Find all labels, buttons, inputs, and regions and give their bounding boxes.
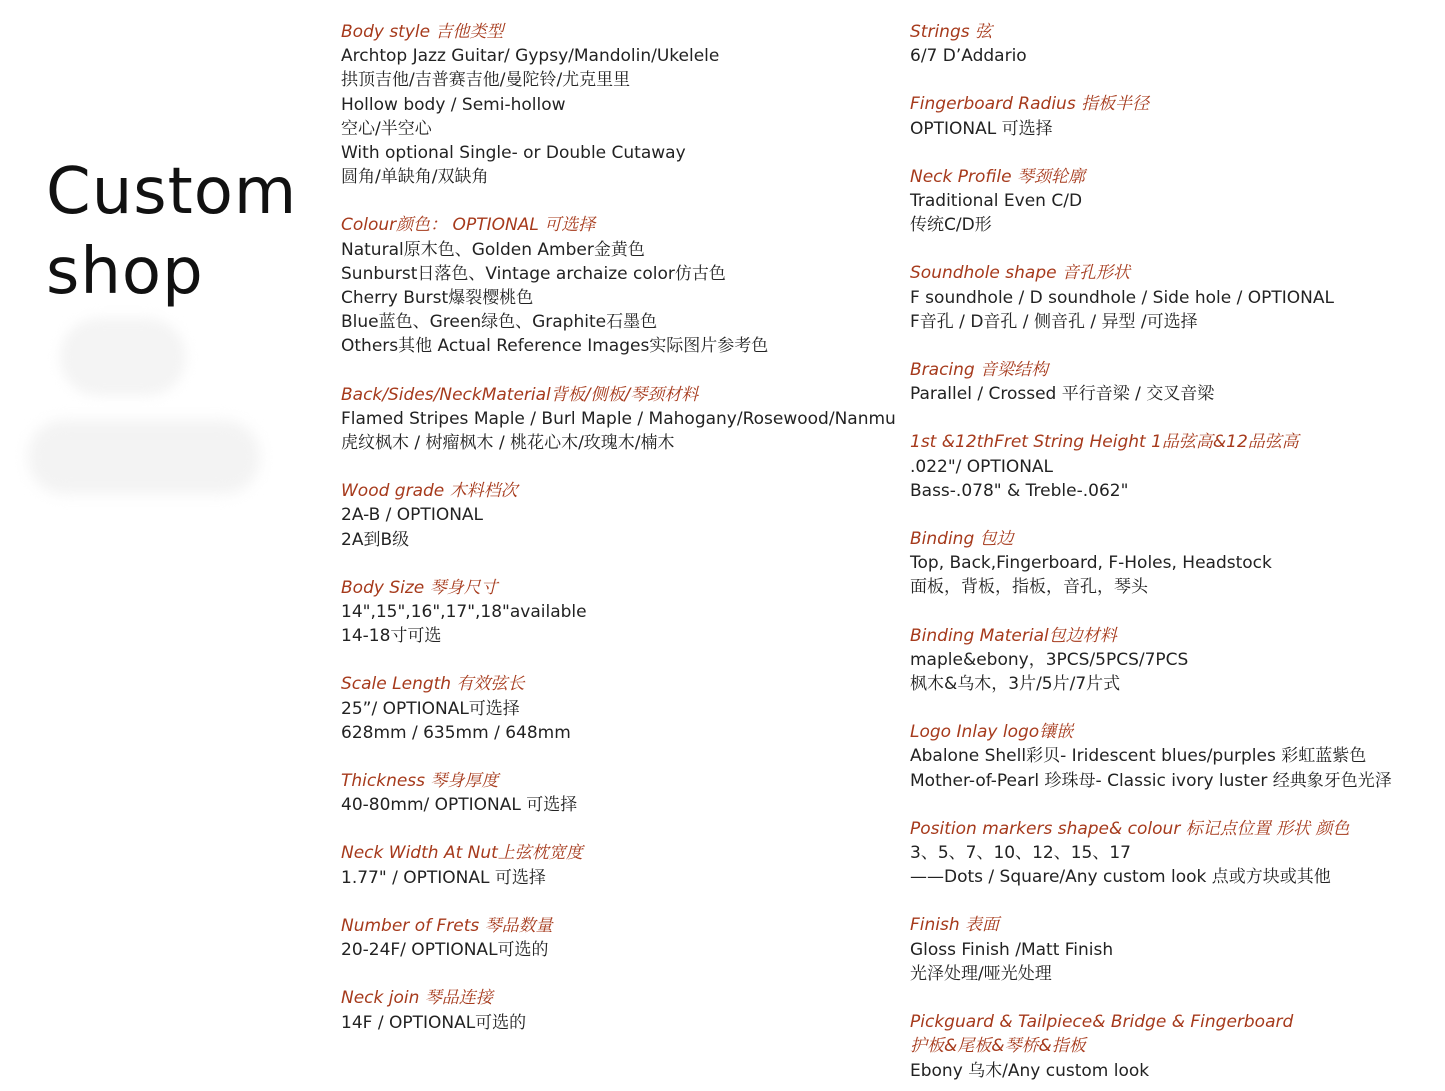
- spec-section-strings: [910, 20, 1440, 68]
- spec-heading: Neck Width At Nut上弦枕宽度: [341, 843, 583, 864]
- spec-value: 20-24F/ OPTIONAL可选的: [341, 940, 549, 961]
- spec-value: Hollow body / Semi-hollow: [341, 94, 566, 115]
- spec-value: Sunburst日落色、Vintage archaize color仿古色: [341, 263, 726, 284]
- spec-value: Cherry Burst爆裂樱桃色: [341, 288, 534, 309]
- spec-heading: Finish 表面: [910, 915, 1000, 936]
- spec-heading-continued: 护板&尾板&琴桥&指板: [910, 1036, 1086, 1057]
- spec-value: 传统C/D形: [910, 215, 992, 236]
- spec-value: Abalone Shell彩贝- Iridescent blues/purples 彩虹蓝紫色: [910, 746, 1367, 767]
- spec-section-binding-material: [910, 624, 1440, 697]
- spec-heading: Number of Frets 琴品数量: [341, 915, 553, 936]
- spec-value: 1.77" / OPTIONAL 可选择: [341, 867, 546, 888]
- spec-value: 14-18寸可选: [341, 626, 442, 647]
- spec-value: Others其他 Actual Reference Images实际图片参考色: [341, 336, 769, 357]
- spec-heading: Binding 包边: [910, 529, 1014, 550]
- spec-heading: Soundhole shape 音孔形状: [910, 263, 1130, 284]
- spec-value: 6/7 D’Addario: [910, 46, 1027, 67]
- spec-section-fingerboard-radius: [910, 92, 1440, 140]
- spec-value: 25”/ OPTIONAL可选择: [341, 698, 520, 719]
- spec-section-position-markers-shape-colour: [910, 817, 1440, 890]
- spec-value: Flamed Stripes Maple / Burl Maple / Mahogany/Rosewood/Nanmu: [341, 408, 896, 429]
- spec-value: Blue蓝色、Green绿色、Graphite石墨色: [341, 312, 658, 333]
- spec-value: 面板，背板，指板，音孔，琴头: [910, 577, 1148, 598]
- spec-value: Mother-of-Pearl 珍珠母- Classic ivory luster 经典象牙色光泽: [910, 770, 1392, 791]
- spec-heading: Body style 吉他类型: [341, 22, 504, 42]
- spec-value: ——Dots / Square/Any custom look 点或方块或其他: [910, 867, 1331, 888]
- spec-section-number-of-frets: [341, 914, 911, 962]
- spec-value: Bass-.078" & Treble-.062": [910, 480, 1129, 501]
- spec-value: 空心/半空心: [341, 118, 432, 139]
- spec-section-1st-12thfret-string-height-1-12: [910, 430, 1440, 503]
- spec-value: 14",15",16",17",18"available: [341, 602, 587, 623]
- spec-value: 3、5、7、10、12、15、17: [910, 843, 1131, 864]
- spec-value: Natural原木色、Golden Amber金黄色: [341, 239, 645, 260]
- spec-value: 圆角/单缺角/双缺角: [341, 167, 489, 188]
- spec-value: 2A到B级: [341, 529, 410, 550]
- spec-section-bracing: [910, 358, 1440, 406]
- page-title: [46, 152, 297, 312]
- spec-value: F soundhole / D soundhole / Side hole / OPTIONAL: [910, 287, 1334, 308]
- spec-value: F音孔 / D音孔 / 侧音孔 / 异型 /可选择: [910, 311, 1198, 332]
- spec-value: 628mm / 635mm / 648mm: [341, 722, 571, 743]
- spec-heading: Bracing 音梁结构: [910, 360, 1049, 381]
- spec-heading: Logo Inlay logo镶嵌: [910, 722, 1074, 743]
- spec-section-neck-join: [341, 986, 911, 1034]
- spec-section-wood-grade: [341, 479, 911, 552]
- spec-section-neck-profile: [910, 165, 1440, 238]
- spec-heading: Binding Material包边材料: [910, 625, 1117, 646]
- blurred-logo-area: [60, 318, 186, 396]
- spec-value: 14F / OPTIONAL可选的: [341, 1012, 527, 1033]
- page-title-line-1: Custom: [46, 155, 298, 229]
- spec-value: Archtop Jazz Guitar/ Gypsy/Mandolin/Ukelele: [341, 46, 720, 67]
- spec-value: OPTIONAL 可选择: [910, 118, 1053, 139]
- spec-heading: Pickguard & Tailpiece& Bridge & Fingerboard: [910, 1012, 1294, 1033]
- spec-value: 40-80mm/ OPTIONAL 可选择: [341, 795, 578, 816]
- spec-section-finish: [910, 913, 1440, 986]
- spec-heading: Strings 弦: [910, 22, 992, 42]
- spec-section-neck-width-at-nut: [341, 841, 911, 889]
- spec-value: 拱顶吉他/吉普赛吉他/曼陀铃/尤克里里: [341, 70, 631, 91]
- spec-section-body-size: [341, 576, 911, 649]
- spec-section-back-sides-neckmaterial: [341, 383, 911, 456]
- spec-heading: Thickness 琴身厚度: [341, 771, 499, 792]
- spec-column-left: [341, 20, 911, 1035]
- spec-value: .022"/ OPTIONAL: [910, 456, 1054, 477]
- spec-column-right: [910, 20, 1440, 1083]
- spec-value: 2A-B / OPTIONAL: [341, 505, 484, 526]
- spec-section-soundhole-shape: [910, 261, 1440, 334]
- spec-section-logo-inlay-logo: [910, 720, 1440, 793]
- spec-heading: Body Size 琴身尺寸: [341, 577, 498, 598]
- spec-value: 枫木&乌木，3片/5片/7片式: [910, 674, 1121, 695]
- page-title-line-2: shop: [46, 235, 204, 309]
- spec-heading: Wood grade 木料档次: [341, 481, 518, 502]
- spec-value: Traditional Even C/D: [910, 191, 1083, 212]
- spec-section-colour-optional: [341, 213, 911, 358]
- spec-section-pickguard-tailpiece-bridge-fingerboard: [910, 1010, 1440, 1083]
- spec-heading: Colour颜色： OPTIONAL 可选择: [341, 215, 596, 236]
- spec-section-thickness: [341, 769, 911, 817]
- spec-value: With optional Single- or Double Cutaway: [341, 143, 686, 164]
- spec-heading: Scale Length 有效弦长: [341, 674, 525, 695]
- spec-value: maple&ebony，3PCS/5PCS/7PCS: [910, 649, 1189, 670]
- spec-section-scale-length: [341, 672, 911, 745]
- spec-heading: 1st &12thFret String Height 1品弦高&12品弦高: [910, 432, 1299, 453]
- spec-heading: Back/Sides/NeckMaterial背板/侧板/琴颈材料: [341, 384, 699, 405]
- spec-value: Parallel / Crossed 平行音梁 / 交叉音梁: [910, 384, 1215, 405]
- spec-value: 虎纹枫木 / 树瘤枫木 / 桃花心木/玫瑰木/楠木: [341, 433, 675, 454]
- spec-value: Ebony 乌木/Any custom look: [910, 1060, 1150, 1081]
- spec-heading: Neck Profile 琴颈轮廓: [910, 166, 1085, 187]
- spec-heading: Neck join 琴品连接: [341, 988, 493, 1009]
- spec-heading: Fingerboard Radius 指板半径: [910, 94, 1150, 115]
- spec-value: Gloss Finish /Matt Finish: [910, 939, 1114, 960]
- spec-section-body-style: [341, 20, 911, 189]
- spec-value: Top, Back,Fingerboard, F-Holes, Headstock: [910, 553, 1272, 574]
- spec-value: 光泽处理/哑光处理: [910, 963, 1052, 984]
- spec-section-binding: [910, 527, 1440, 600]
- spec-heading: Position markers shape& colour 标记点位置 形状 颜色: [910, 818, 1350, 839]
- blurred-caption-area: [28, 420, 260, 494]
